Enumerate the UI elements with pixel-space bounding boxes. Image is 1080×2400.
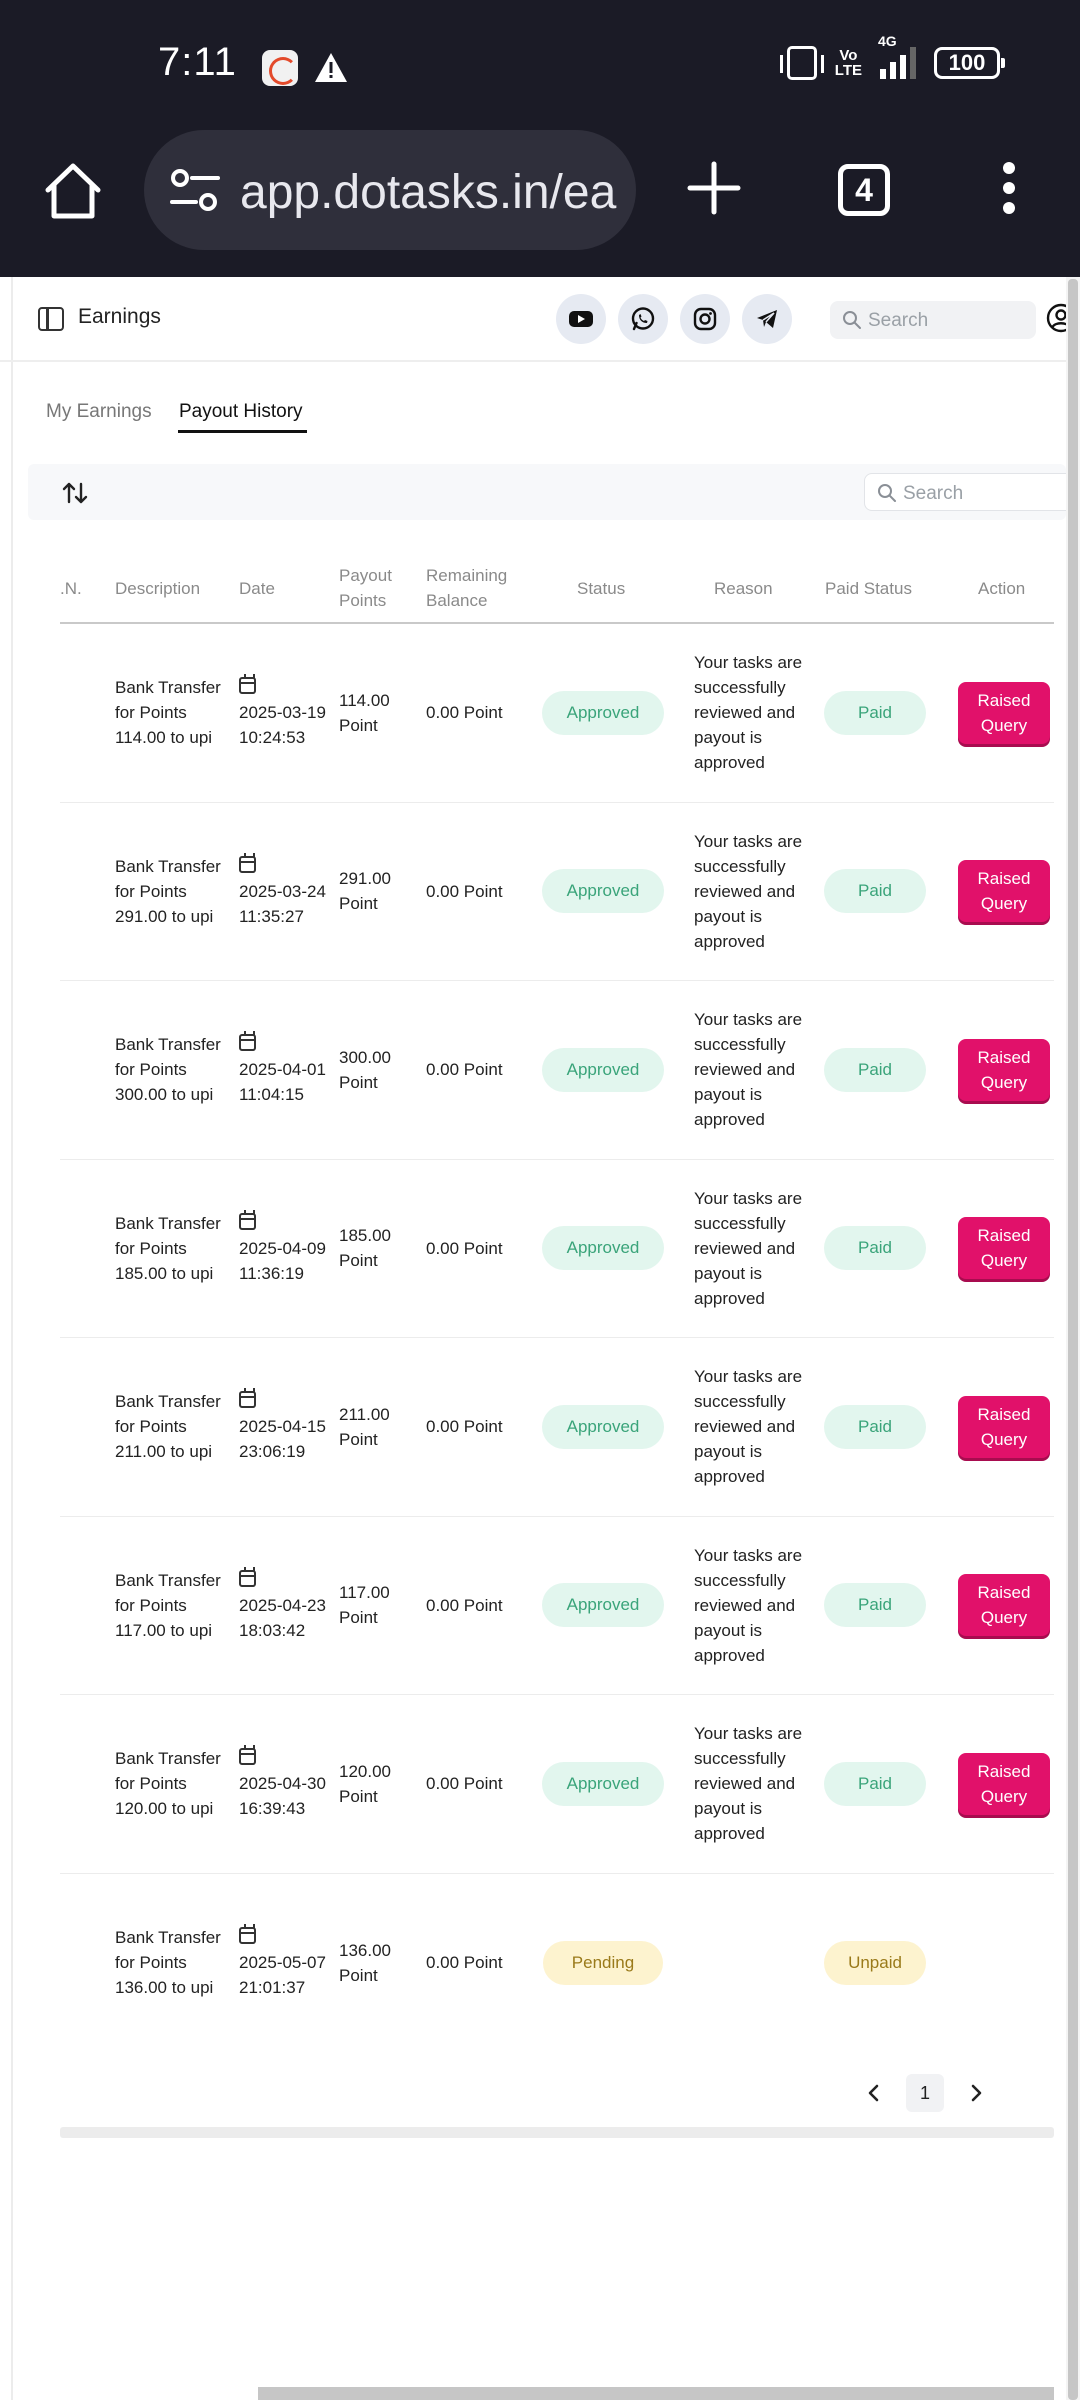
status-time: 7:11 xyxy=(158,40,237,84)
tab-switcher-icon[interactable]: 4 xyxy=(838,164,890,216)
row-balance: 0.00 Point xyxy=(426,1060,503,1080)
paid-status-badge: Paid xyxy=(824,691,926,735)
col-paid-status: Paid Status xyxy=(825,578,912,598)
row-paid-cell xyxy=(824,1160,926,1338)
sidebar-toggle-icon[interactable] xyxy=(38,307,64,331)
row-points: 291.00 Point xyxy=(339,869,391,914)
row-balance: 0.00 Point xyxy=(426,1774,503,1794)
table-row xyxy=(60,1338,1054,1517)
page-content xyxy=(0,277,1080,2400)
vibrate-icon xyxy=(787,46,817,80)
row-action-cell xyxy=(958,1160,1050,1338)
row-paid-cell xyxy=(824,1874,926,2053)
col-reason: Reason xyxy=(714,578,773,598)
calendar-icon xyxy=(239,1570,256,1587)
calendar-icon xyxy=(239,1034,256,1051)
new-tab-icon[interactable] xyxy=(686,160,742,216)
row-status-cell xyxy=(542,1517,664,1695)
chevron-left-icon[interactable] xyxy=(860,2079,888,2107)
search-icon xyxy=(877,483,897,503)
paid-status-badge: Paid xyxy=(824,1762,926,1806)
row-action-cell xyxy=(958,1338,1050,1516)
row-status-cell xyxy=(542,1874,664,2053)
table-row xyxy=(60,1695,1054,1874)
truecaller-icon xyxy=(262,50,298,86)
pagination xyxy=(860,2073,990,2113)
raised-query-button[interactable]: Raised Query xyxy=(958,860,1050,922)
status-badge: Approved xyxy=(542,1048,664,1092)
raised-query-button[interactable]: Raised Query xyxy=(958,1753,1050,1815)
paid-status-badge: Paid xyxy=(824,1405,926,1449)
row-points: 114.00 Point xyxy=(339,690,390,735)
row-reason: Your tasks are successfully reviewed and payout is approved xyxy=(694,831,803,951)
raised-query-button[interactable]: Raised Query xyxy=(958,1574,1050,1636)
row-paid-cell xyxy=(824,803,926,981)
raised-query-button[interactable]: Raised Query xyxy=(958,1039,1050,1101)
page-title: Earnings xyxy=(78,305,161,328)
status-badge: Approved xyxy=(542,869,664,913)
status-badge: Approved xyxy=(542,1583,664,1627)
row-description: Bank Transfer for Points 185.00 to upi xyxy=(115,1213,221,1283)
header-search-placeholder: Search xyxy=(868,310,929,331)
url-text[interactable]: app.dotasks.in/ea xyxy=(240,166,617,219)
table-row xyxy=(60,803,1054,982)
address-bar[interactable] xyxy=(144,130,636,250)
row-action-cell xyxy=(958,1874,1050,2053)
row-date-cell xyxy=(239,624,329,802)
row-points: 117.00 Point xyxy=(339,1583,390,1628)
row-balance: 0.00 Point xyxy=(426,881,503,901)
search-icon xyxy=(842,310,862,330)
sidebar-edge xyxy=(11,277,13,2400)
row-balance: 0.00 Point xyxy=(426,703,503,723)
row-paid-cell xyxy=(824,1517,926,1695)
row-date-cell xyxy=(239,803,329,981)
row-action-cell xyxy=(958,624,1050,802)
row-status-cell xyxy=(542,1338,664,1516)
site-settings-icon[interactable] xyxy=(170,168,220,214)
row-action-cell xyxy=(958,1517,1050,1695)
calendar-icon xyxy=(239,1927,256,1944)
row-status-cell xyxy=(542,803,664,981)
row-reason xyxy=(694,1874,804,2053)
row-date-cell xyxy=(239,1874,329,2053)
calendar-icon xyxy=(239,1213,256,1230)
paid-status-badge: Paid xyxy=(824,869,926,913)
row-date-cell xyxy=(239,1338,329,1516)
header-search-input[interactable] xyxy=(830,301,1036,339)
row-date-cell xyxy=(239,1160,329,1338)
telegram-icon[interactable] xyxy=(742,294,792,344)
row-date-cell xyxy=(239,981,329,1159)
row-status-cell xyxy=(542,981,664,1159)
browser-toolbar xyxy=(0,120,1080,277)
col-sn: .N. xyxy=(60,578,82,598)
status-badge: Pending xyxy=(543,1941,663,1985)
row-description: Bank Transfer for Points 120.00 to upi xyxy=(115,1749,221,1819)
status-badge: Approved xyxy=(542,691,664,735)
row-reason: Your tasks are successfully reviewed and payout is approved xyxy=(694,1545,803,1665)
row-points: 136.00 Point xyxy=(339,1940,391,1985)
app-header xyxy=(0,277,1066,362)
instagram-icon[interactable] xyxy=(680,294,730,344)
raised-query-button[interactable]: Raised Query xyxy=(958,1217,1050,1279)
row-action-cell xyxy=(958,981,1050,1159)
calendar-icon xyxy=(239,856,256,873)
row-description: Bank Transfer for Points 114.00 to upi xyxy=(115,678,221,748)
row-date: 2025-03-19 10:24:53 xyxy=(239,703,326,748)
table-search-placeholder: Search xyxy=(903,483,964,504)
table-row xyxy=(60,1517,1054,1696)
row-status-cell xyxy=(542,1695,664,1873)
row-date-cell xyxy=(239,1517,329,1695)
row-reason: Your tasks are successfully reviewed and payout is approved xyxy=(694,1367,803,1487)
row-description: Bank Transfer for Points 211.00 to upi xyxy=(115,1392,221,1462)
row-balance: 0.00 Point xyxy=(426,1595,503,1615)
raised-query-button[interactable]: Raised Query xyxy=(958,1396,1050,1458)
table-row xyxy=(60,1160,1054,1339)
row-reason: Your tasks are successfully reviewed and payout is approved xyxy=(694,1010,803,1130)
row-balance: 0.00 Point xyxy=(426,1953,503,1973)
status-badge: Approved xyxy=(542,1762,664,1806)
paid-status-badge: Unpaid xyxy=(824,1941,926,1985)
table-row xyxy=(60,624,1054,803)
status-badge: Approved xyxy=(542,1405,664,1449)
calendar-icon xyxy=(239,1391,256,1408)
paid-status-badge: Paid xyxy=(824,1048,926,1092)
row-date: 2025-04-09 11:36:19 xyxy=(239,1238,326,1283)
calendar-icon xyxy=(239,677,256,694)
table-search-input[interactable] xyxy=(864,473,1074,511)
row-paid-cell xyxy=(824,1338,926,1516)
row-action-cell xyxy=(958,1695,1050,1873)
row-date: 2025-03-24 11:35:27 xyxy=(239,881,326,926)
col-description: Description xyxy=(115,578,201,598)
row-description: Bank Transfer for Points 291.00 to upi xyxy=(115,856,221,926)
row-description: Bank Transfer for Points 136.00 to upi xyxy=(115,1928,221,1998)
col-status: Status xyxy=(577,578,626,598)
calendar-icon xyxy=(239,1748,256,1765)
row-date: 2025-04-23 18:03:42 xyxy=(239,1595,326,1640)
row-date: 2025-04-15 23:06:19 xyxy=(239,1417,326,1462)
volte-icon: Vo LTE xyxy=(834,47,862,79)
row-reason: Your tasks are successfully reviewed and payout is approved xyxy=(694,1188,803,1308)
table-toolbar xyxy=(28,464,1066,520)
col-date: Date xyxy=(239,578,275,598)
network-type: 4G xyxy=(878,33,897,49)
paid-status-badge: Paid xyxy=(824,1226,926,1270)
tab-payout-history[interactable]: Payout History xyxy=(179,401,303,422)
whatsapp-icon[interactable] xyxy=(618,294,668,344)
sort-icon[interactable] xyxy=(62,480,88,506)
page-number[interactable]: 1 xyxy=(906,2074,944,2112)
row-points: 211.00 Point xyxy=(339,1404,390,1449)
row-paid-cell xyxy=(824,624,926,802)
row-description: Bank Transfer for Points 117.00 to upi xyxy=(115,1570,221,1640)
row-action-cell xyxy=(958,803,1050,981)
row-paid-cell xyxy=(824,1695,926,1873)
row-date: 2025-05-07 21:01:37 xyxy=(239,1953,326,1998)
col-remaining-balance: Remaining Balance xyxy=(426,566,508,610)
row-reason: Your tasks are successfully reviewed and payout is approved xyxy=(694,653,803,773)
row-reason: Your tasks are successfully reviewed and payout is approved xyxy=(694,1724,803,1844)
col-action: Action xyxy=(978,578,1026,598)
raised-query-button[interactable]: Raised Query xyxy=(958,682,1050,744)
home-icon[interactable] xyxy=(40,158,106,224)
row-points: 300.00 Point xyxy=(339,1047,391,1092)
warning-icon xyxy=(313,50,349,86)
row-balance: 0.00 Point xyxy=(426,1417,503,1437)
table-body xyxy=(60,624,1054,2052)
status-icons xyxy=(787,33,1000,80)
chevron-right-icon[interactable] xyxy=(962,2079,990,2107)
table-header xyxy=(60,552,1054,624)
status-bar xyxy=(0,0,1080,120)
row-points: 185.00 Point xyxy=(339,1226,391,1271)
col-payout-points: Payout Points xyxy=(339,566,392,610)
table-horizontal-scrollbar[interactable] xyxy=(60,2127,1054,2138)
row-date-cell xyxy=(239,1695,329,1873)
page-horizontal-scrollbar-thumb[interactable] xyxy=(258,2387,1054,2400)
youtube-icon[interactable] xyxy=(556,294,606,344)
menu-icon[interactable] xyxy=(994,162,1024,222)
signal-icon xyxy=(878,33,916,79)
table-row xyxy=(60,981,1054,1160)
active-tab-indicator xyxy=(178,430,307,433)
row-balance: 0.00 Point xyxy=(426,1238,503,1258)
row-status-cell xyxy=(542,1160,664,1338)
tab-my-earnings[interactable]: My Earnings xyxy=(46,401,152,422)
paid-status-badge: Paid xyxy=(824,1583,926,1627)
row-date: 2025-04-30 16:39:43 xyxy=(239,1774,326,1819)
status-badge: Approved xyxy=(542,1226,664,1270)
battery-icon: 100 xyxy=(934,47,1000,79)
page-scrollbar-thumb[interactable] xyxy=(1068,279,1078,2400)
row-description: Bank Transfer for Points 300.00 to upi xyxy=(115,1035,221,1105)
row-status-cell xyxy=(542,624,664,802)
payout-table xyxy=(60,552,1054,2052)
row-paid-cell xyxy=(824,981,926,1159)
row-points: 120.00 Point xyxy=(339,1761,391,1806)
row-date: 2025-04-01 11:04:15 xyxy=(239,1060,326,1105)
table-row xyxy=(60,1874,1054,2053)
